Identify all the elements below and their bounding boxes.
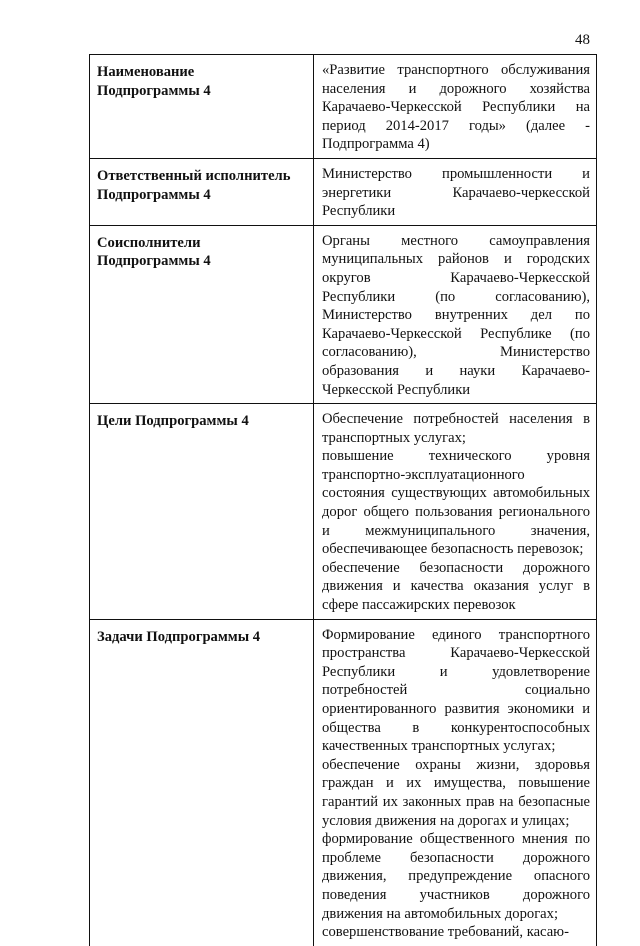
table-row bbox=[90, 225, 597, 403]
row-label-line: Ответственный исполнитель bbox=[97, 167, 291, 184]
row-value-paragraph: повышение технического уровня транспортно-эксплуатационного состояния существующих автомобильных дорог общего пользования регионального и межмуниципального значения, обеспечивающее безопасность перевозок; bbox=[322, 448, 590, 558]
row-value-paragraph: Формирование единого транспортного пространства Карачаево-Черкесской Республики и удовлетворение потребностей социально ориентированного развития экономики и общества в конкурентоспособных качественных транспортных услугах; bbox=[322, 626, 590, 755]
row-value-paragraph: формирование общественного мнения по проблеме безопасности дорожного движения, предупреждение опасного поведения участников дорожного движения на автомобильных дорогах; bbox=[322, 831, 590, 922]
table-row bbox=[90, 404, 597, 620]
row-value-paragraph: обеспечение охраны жизни, здоровья граждан и их имущества, повышение гарантий их законных прав на безопасные условия движения на дорогах и улицах; bbox=[322, 756, 590, 829]
row-label-line: Подпрограммы 4 bbox=[97, 186, 211, 203]
row-value-paragraph: Обеспечение потребностей населения в транспортных услугах; bbox=[322, 411, 590, 446]
row-value-cell bbox=[314, 225, 597, 403]
row-value-cell bbox=[314, 55, 597, 159]
row-label-line: Наименование bbox=[97, 64, 195, 80]
row-label-line: Подпрограммы 4 bbox=[97, 253, 211, 270]
row-value-paragraph: Министерство промышленности и энергетики Карачаево-черкесской Республики bbox=[322, 165, 590, 220]
row-label-cell bbox=[90, 55, 314, 159]
row-value-paragraph: совершенствование требований, касаю- bbox=[322, 924, 569, 941]
row-value-cell bbox=[314, 619, 597, 946]
table-row bbox=[90, 55, 597, 159]
row-label-cell bbox=[90, 619, 314, 946]
row-label-cell bbox=[90, 404, 314, 620]
row-value-paragraph: обеспечение безопасности дорожного движения и качества оказания услуг в сфере пассажирских перевозок bbox=[322, 559, 590, 614]
row-value-cell bbox=[314, 404, 597, 620]
subprogram-passport-table bbox=[89, 54, 597, 946]
row-label-line: Подпрограммы 4 bbox=[97, 82, 211, 99]
row-value-paragraph: Органы местного самоуправления муниципальных районов и городских округов Карачаево-Черкесской Республики (по согласованию), Министерство внутренних дел по Карачаево-Черкесской Республике (по согласованию), Министерство образования и науки Карачаево-Черкесской Республики bbox=[322, 232, 590, 398]
table-row bbox=[90, 158, 597, 225]
row-label-cell bbox=[90, 225, 314, 403]
row-value-paragraph: «Развитие транспортного обслуживания населения и дорожного хозяйства Карачаево-Черкесской Республики на период 2014-2017 годы» (далее - Подпрограмма 4) bbox=[322, 62, 590, 153]
row-label-line: Соисполнители bbox=[97, 234, 201, 251]
row-label-line: Цели Подпрограммы 4 bbox=[97, 413, 249, 430]
row-label-line: Задачи Подпрограммы 4 bbox=[97, 628, 261, 645]
table-row bbox=[90, 619, 597, 946]
row-label-cell bbox=[90, 158, 314, 225]
page-number: 48 bbox=[575, 32, 590, 48]
row-value-cell bbox=[314, 158, 597, 225]
